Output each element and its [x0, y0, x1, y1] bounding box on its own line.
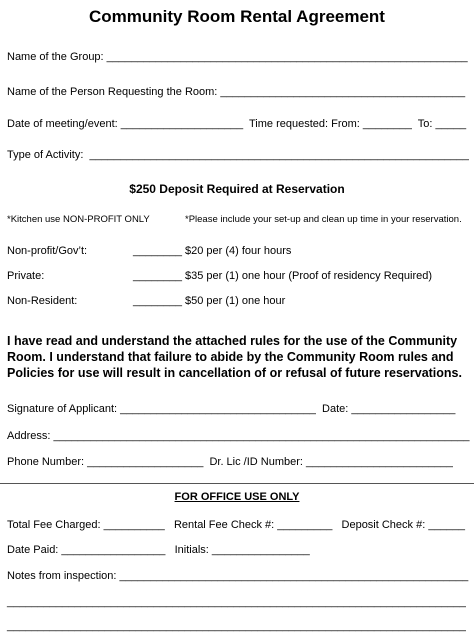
rate-entry-private[interactable]: ________ $35 per (1) one hour (Proof of residency Required) [133, 270, 433, 282]
setup-note: *Please include your set-up and clean up time in your reservation. [185, 214, 462, 225]
rate-entry-nonprofit[interactable]: ________ $20 per (4) four hours [133, 245, 292, 257]
rate-label-nonresident: Non-Resident: [7, 295, 78, 307]
date-time-field[interactable]: Date of meeting/event: ____________________ Time requested: From: ________ To: _____ [7, 118, 467, 130]
kitchen-note: *Kitchen use NON-PROFIT ONLY [7, 214, 150, 225]
form-title: Community Room Rental Agreement [89, 7, 385, 26]
requester-name-field[interactable]: Name of the Person Requesting the Room: ________________________________________ [7, 86, 466, 98]
inspection-notes-field[interactable]: Notes from inspection: _________________________________________________________ [7, 570, 469, 582]
date-paid-initials-field[interactable]: Date Paid: _________________ Initials: ________________ [7, 544, 310, 556]
rate-entry-nonresident[interactable]: ________ $50 per (1) one hour [133, 295, 286, 307]
activity-type-field[interactable]: Type of Activity: ______________________________________________________________ [7, 149, 469, 161]
rate-label-nonprofit: Non-profit/Gov’t: [7, 245, 88, 257]
notes-line[interactable]: ___________________________________________________________________________ [7, 620, 466, 632]
phone-license-field[interactable]: Phone Number: ___________________ Dr. Lic /ID Number: ________________________ [7, 456, 453, 468]
office-use-heading: FOR OFFICE USE ONLY [174, 491, 300, 503]
rate-label-private: Private: [7, 270, 45, 282]
notes-line[interactable]: ___________________________________________________________________________ [7, 596, 466, 608]
deposit-heading: $250 Deposit Required at Reservation [129, 182, 345, 196]
fee-checks-field[interactable]: Total Fee Charged: __________ Rental Fee Check #: _________ Deposit Check #: ______ [7, 519, 466, 531]
signature-date-field[interactable]: Signature of Applicant: ________________________________ Date: _________________ [7, 403, 456, 415]
acknowledgement-text: I have read and understand the attached rules for the use of the Community Room. I understand that failure to abide by the Community Room rules and Policies for use will result in cancellation of or refusal of future reservations. [7, 334, 462, 380]
section-divider [0, 483, 474, 484]
address-field[interactable]: Address: ____________________________________________________________________ [7, 430, 470, 442]
group-name-field[interactable]: Name of the Group: ___________________________________________________________ [7, 51, 468, 63]
